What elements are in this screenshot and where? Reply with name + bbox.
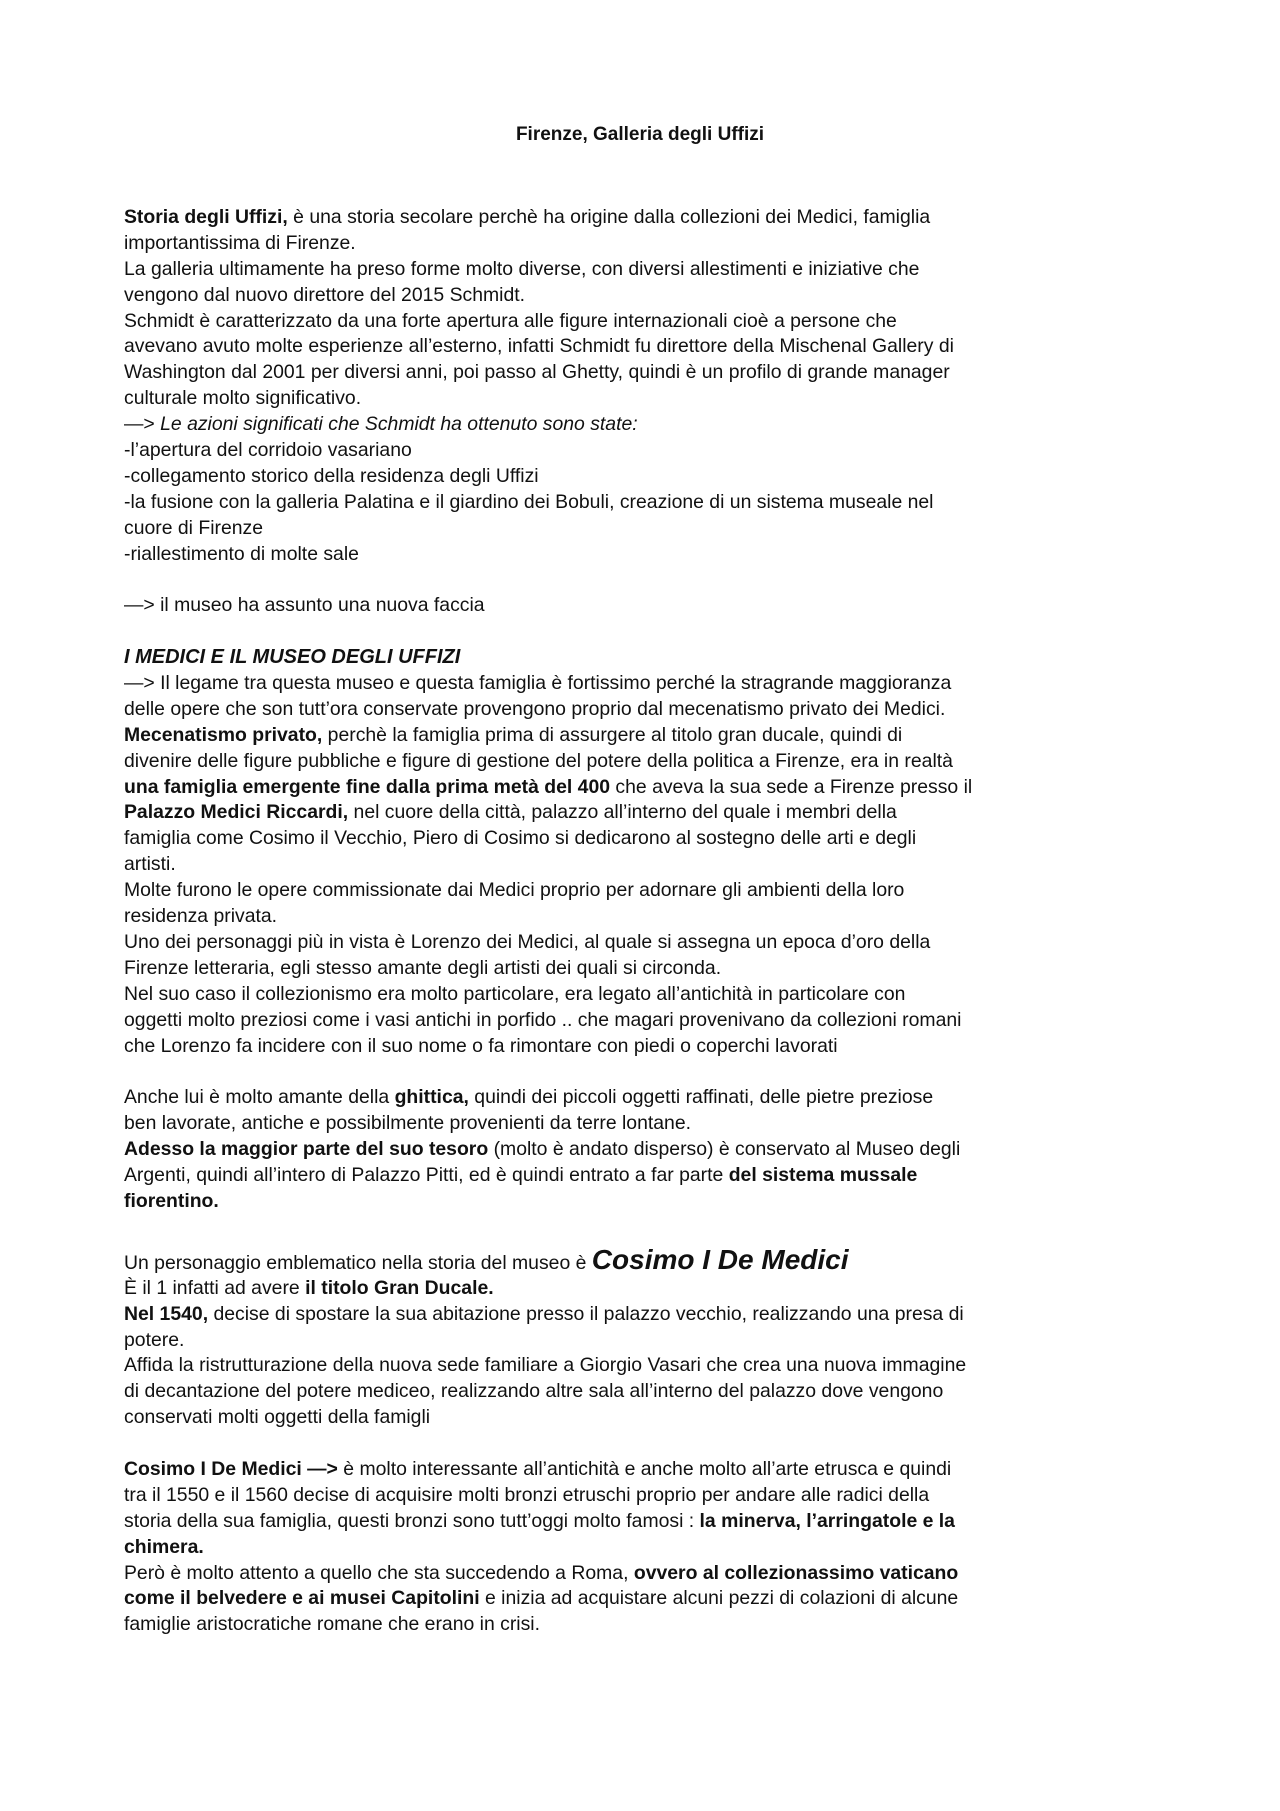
bold-phrase: la minerva, l’arringatole e la	[699, 1509, 955, 1532]
bold-phrase: una famiglia emergente fine dalla prima metà del 400	[124, 775, 611, 798]
text-span: che aveva la sua sede a Firenze presso il	[610, 775, 973, 798]
text-line	[124, 205, 1164, 231]
text-line: Molte furono le opere commissionate dai Medici proprio per adornare gli ambienti della loro	[124, 879, 905, 902]
text-span: è molto interessante all’antichità e anche molto all’arte etrusca e quindi	[337, 1457, 952, 1480]
text-span: e inizia ad acquistare alcuni pezzi di colazioni di alcune	[479, 1587, 959, 1610]
text-line: ben lavorate, antiche e possibilmente provenienti da terre lontane.	[124, 1112, 691, 1135]
list-item: -riallestimento di molte sale	[124, 542, 359, 565]
bold-phrase: ovvero al collezionassimo vaticano	[633, 1561, 959, 1584]
bold-phrase: il titolo Gran Ducale.	[305, 1276, 494, 1299]
bold-phrase: Adesso la maggior parte del suo tesoro	[124, 1138, 489, 1161]
section-heading: I MEDICI E IL MUSEO DEGLI UFFIZI	[124, 646, 461, 669]
text-line: conservati molti oggetti della famigli	[124, 1406, 431, 1429]
text-line	[124, 775, 1164, 801]
bold-phrase: Cosimo I De Medici —>	[124, 1457, 338, 1480]
text-line: Washington dal 2001 per diversi anni, poi passo al Ghetty, quindi è un profilo di grande manager	[124, 361, 950, 384]
text-line: —> il museo ha assunto una nuova faccia	[124, 594, 485, 617]
page-title: Firenze, Galleria degli Uffizi	[515, 124, 765, 145]
bold-phrase: Palazzo Medici Riccardi,	[124, 801, 349, 824]
text-line: tra il 1550 e il 1560 decise di acquisire molti bronzi etruschi proprio per andare alle radici della	[124, 1483, 930, 1506]
text-line	[124, 800, 1164, 826]
text-line	[124, 723, 1164, 749]
text-line: fiorentino.	[124, 1189, 219, 1212]
text-line: oggetti molto preziosi come i vasi antichi in porfido .. che magari provenivano da collezioni romani	[124, 1008, 962, 1031]
text-line: artisti.	[124, 853, 176, 876]
text-line: vengono dal nuovo direttore del 2015 Schmidt.	[124, 283, 526, 306]
text-line: Uno dei personaggi più in vista è Lorenzo dei Medici, al quale si assegna un epoca d’oro della	[124, 930, 931, 953]
list-item: -collegamento storico della residenza degli Uffizi	[124, 464, 539, 487]
text-span: nel cuore della città, palazzo all’interno del quale i membri della	[348, 801, 897, 824]
bold-phrase: Mecenatismo privato,	[124, 723, 323, 746]
text-line: potere.	[124, 1328, 185, 1351]
text-line	[124, 1509, 1164, 1535]
text-span: Un personaggio emblematico nella storia del museo è	[124, 1251, 592, 1274]
text-span: È il 1 infatti ad avere	[124, 1276, 306, 1299]
text-line: culturale molto significativo.	[124, 387, 362, 410]
list-item: -l’apertura del corridoio vasariano	[124, 439, 412, 462]
text-span: quindi dei piccoli oggetti raffinati, delle pietre preziose	[468, 1086, 934, 1109]
text-line: —> Il legame tra questa museo e questa famiglia è fortissimo perché la stragrande maggioranza	[124, 672, 952, 695]
text-line: importantissima di Firenze.	[124, 231, 356, 254]
text-line: delle opere che son tutt’ora conservate provengono proprio dal mecenatismo privato dei Medici.	[124, 697, 946, 720]
bold-phrase: Storia degli Uffizi,	[124, 206, 288, 228]
text-span: storia della sua famiglia, questi bronzi sono tutt’oggi molto famosi :	[124, 1509, 700, 1532]
text-span: è una storia secolare perchè ha origine dalla collezioni dei Medici, famiglia	[287, 206, 931, 228]
text-line: residenza privata.	[124, 905, 278, 928]
text-line: famiglie aristocratiche romane che erano in crisi.	[124, 1613, 540, 1636]
document-body	[124, 205, 1164, 1638]
text-line: Affida la ristrutturazione della nuova sede familiare a Giorgio Vasari che crea una nuova immagine	[124, 1354, 967, 1377]
text-line	[124, 1137, 1164, 1163]
text-line: chimera.	[124, 1535, 204, 1558]
bold-phrase: ghittica,	[394, 1086, 469, 1109]
text-line: avevano avuto molte esperienze all’esterno, infatti Schmidt fu direttore della Mischenal Gallery di	[124, 335, 954, 358]
text-line: Nel suo caso il collezionismo era molto particolare, era legato all’antichità in particolare con	[124, 982, 906, 1005]
bold-phrase: come il belvedere e ai musei Capitolini	[124, 1587, 480, 1610]
arrow-text: —>	[124, 413, 161, 436]
text-span: decise di spostare la sua abitazione presso il palazzo vecchio, realizzando una presa di	[208, 1302, 964, 1325]
text-line: famiglia come Cosimo il Vecchio, Piero di Cosimo si dedicarono al sostegno delle arti e degli	[124, 827, 917, 850]
text-line	[124, 1244, 1164, 1276]
text-line	[124, 1586, 1164, 1612]
text-line	[124, 1085, 1164, 1111]
bold-phrase: del sistema mussale	[728, 1163, 918, 1186]
text-line	[124, 1457, 1164, 1483]
text-line: La galleria ultimamente ha preso forme molto diverse, con diversi allestimenti e iniziative che	[124, 257, 920, 280]
text-line	[124, 1302, 1164, 1328]
text-line	[124, 1163, 1164, 1189]
bold-phrase: Nel 1540,	[124, 1302, 209, 1325]
text-span: Però è molto attento a quello che sta succedendo a Roma,	[124, 1561, 634, 1584]
text-line: divenire delle figure pubbliche e figure di gestione del potere della politica a Firenze, era in realtà	[124, 749, 953, 772]
text-line	[124, 412, 1164, 438]
text-line: di decantazione del potere mediceo, realizzando altre sala all’interno del palazzo dove vengono	[124, 1380, 944, 1403]
text-line	[124, 1276, 1164, 1302]
text-line: Schmidt è caratterizzato da una forte apertura alle figure internazionali cioè a persone che	[124, 309, 897, 332]
text-span: Argenti, quindi all’intero di Palazzo Pitti, ed è quindi entrato a far parte	[124, 1163, 729, 1186]
italic-phrase: Le azioni significati che Schmidt ha ottenuto sono state:	[160, 413, 638, 436]
text-line: che Lorenzo fa incidere con il suo nome o fa rimontare con piedi o coperchi lavorati	[124, 1034, 838, 1057]
text-line: cuore di Firenze	[124, 516, 264, 539]
text-span: (molto è andato disperso) è conservato al Museo degli	[488, 1138, 961, 1161]
text-line	[124, 1561, 1164, 1587]
text-span: perchè la famiglia prima di assurgere al titolo gran ducale, quindi di	[322, 723, 903, 746]
text-line: Firenze letteraria, egli stesso amante degli artisti dei quali si circonda.	[124, 956, 722, 979]
emphasis-name: Cosimo I De Medici	[591, 1243, 849, 1275]
text-span: Anche lui è molto amante della	[124, 1086, 395, 1109]
list-item: -la fusione con la galleria Palatina e il giardino dei Bobuli, creazione di un sistema museale nel	[124, 490, 934, 513]
